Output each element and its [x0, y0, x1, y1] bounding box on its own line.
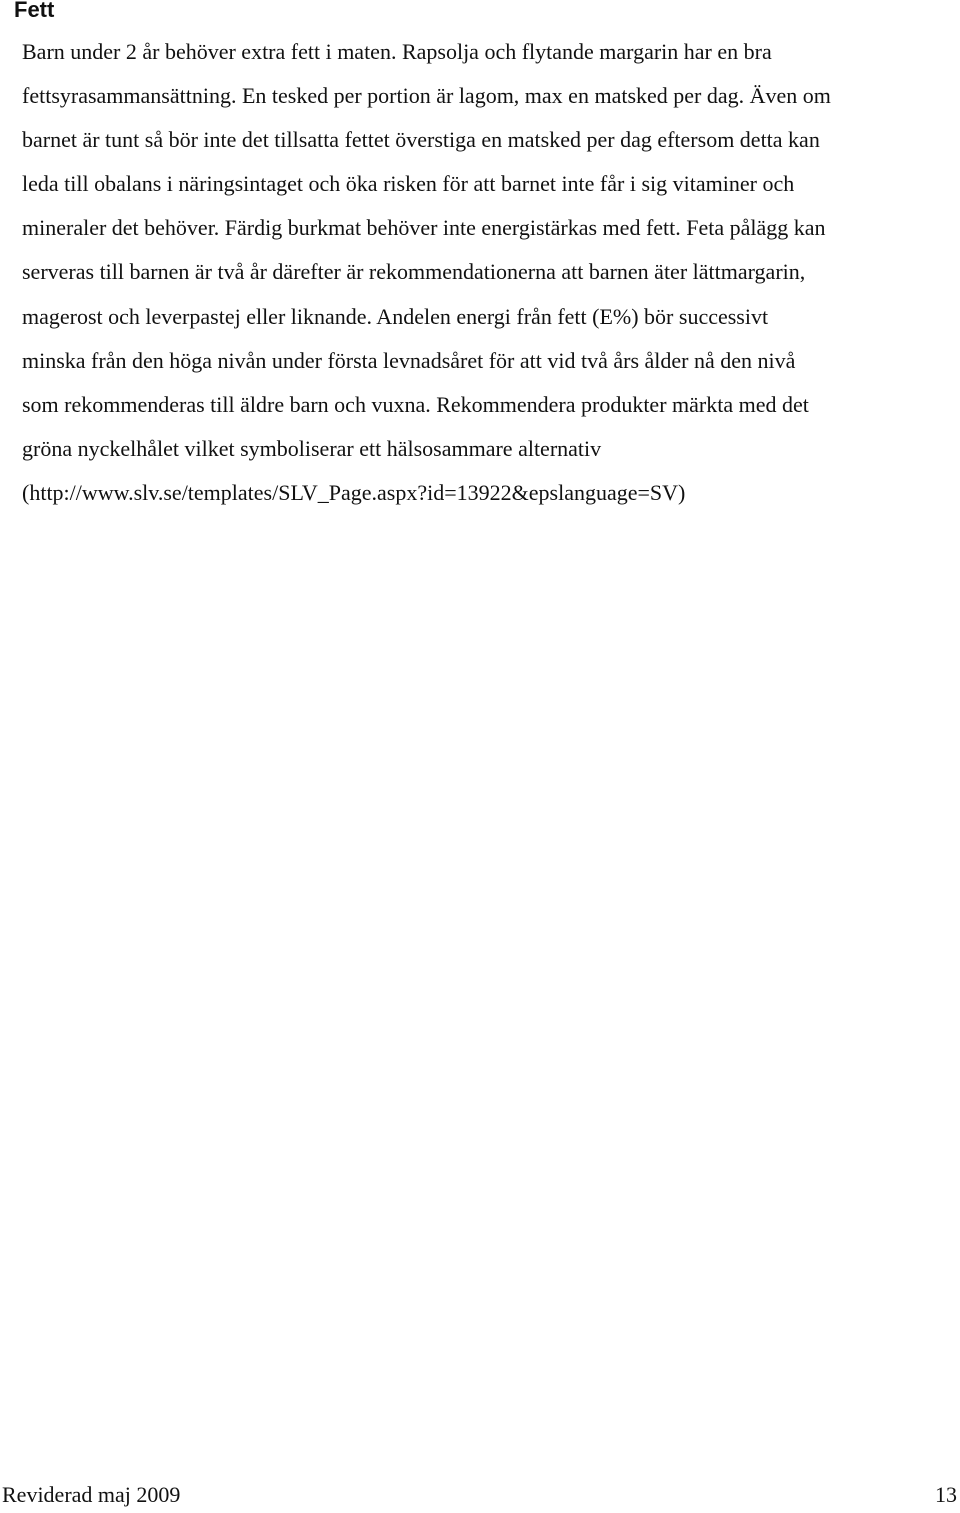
paragraph-line: gröna nyckelhålet vilket symboliserar ett hälsosammare alternativ	[22, 435, 602, 461]
paragraph-line: Barn under 2 år behöver extra fett i maten. Rapsolja och flytande margarin har en bra	[22, 39, 772, 64]
paragraph-line: fettsyrasammansättning. En tesked per portion är lagom, max en matsked per dag. Även om	[22, 83, 831, 109]
footer-page-number: 13	[935, 1482, 957, 1507]
paragraph-line: leda till obalans i näringsintaget och öka risken för att barnet inte får i sig vitaminer och	[22, 171, 795, 197]
reference-url: (http://www.slv.se/templates/SLV_Page.aspx?id=13922&epslanguage=SV)	[22, 479, 686, 505]
paragraph-line: som rekommenderas till äldre barn och vuxna. Rekommendera produkter märkta med det	[22, 391, 809, 417]
paragraph-line: mineraler det behöver. Färdig burkmat behöver inte energistärkas med fett. Feta pålägg kan	[22, 215, 826, 241]
footer-revision-date: Reviderad maj 2009	[2, 1482, 181, 1507]
section-heading: Fett	[14, 0, 55, 22]
paragraph-line: barnet är tunt så bör inte det tillsatta fettet överstiga en matsked per dag eftersom detta kan	[22, 127, 820, 153]
paragraph-line: serveras till barnen är två år därefter är rekommendationerna att barnen äter lättmargarin,	[22, 259, 806, 285]
paragraph-line: minska från den höga nivån under första levnadsåret för att vid två års ålder nå den nivå	[22, 347, 796, 373]
body-paragraph	[22, 30, 952, 515]
paragraph-line: magerost och leverpastej eller liknande. Andelen energi från fett (E%) bör successivt	[22, 303, 769, 329]
